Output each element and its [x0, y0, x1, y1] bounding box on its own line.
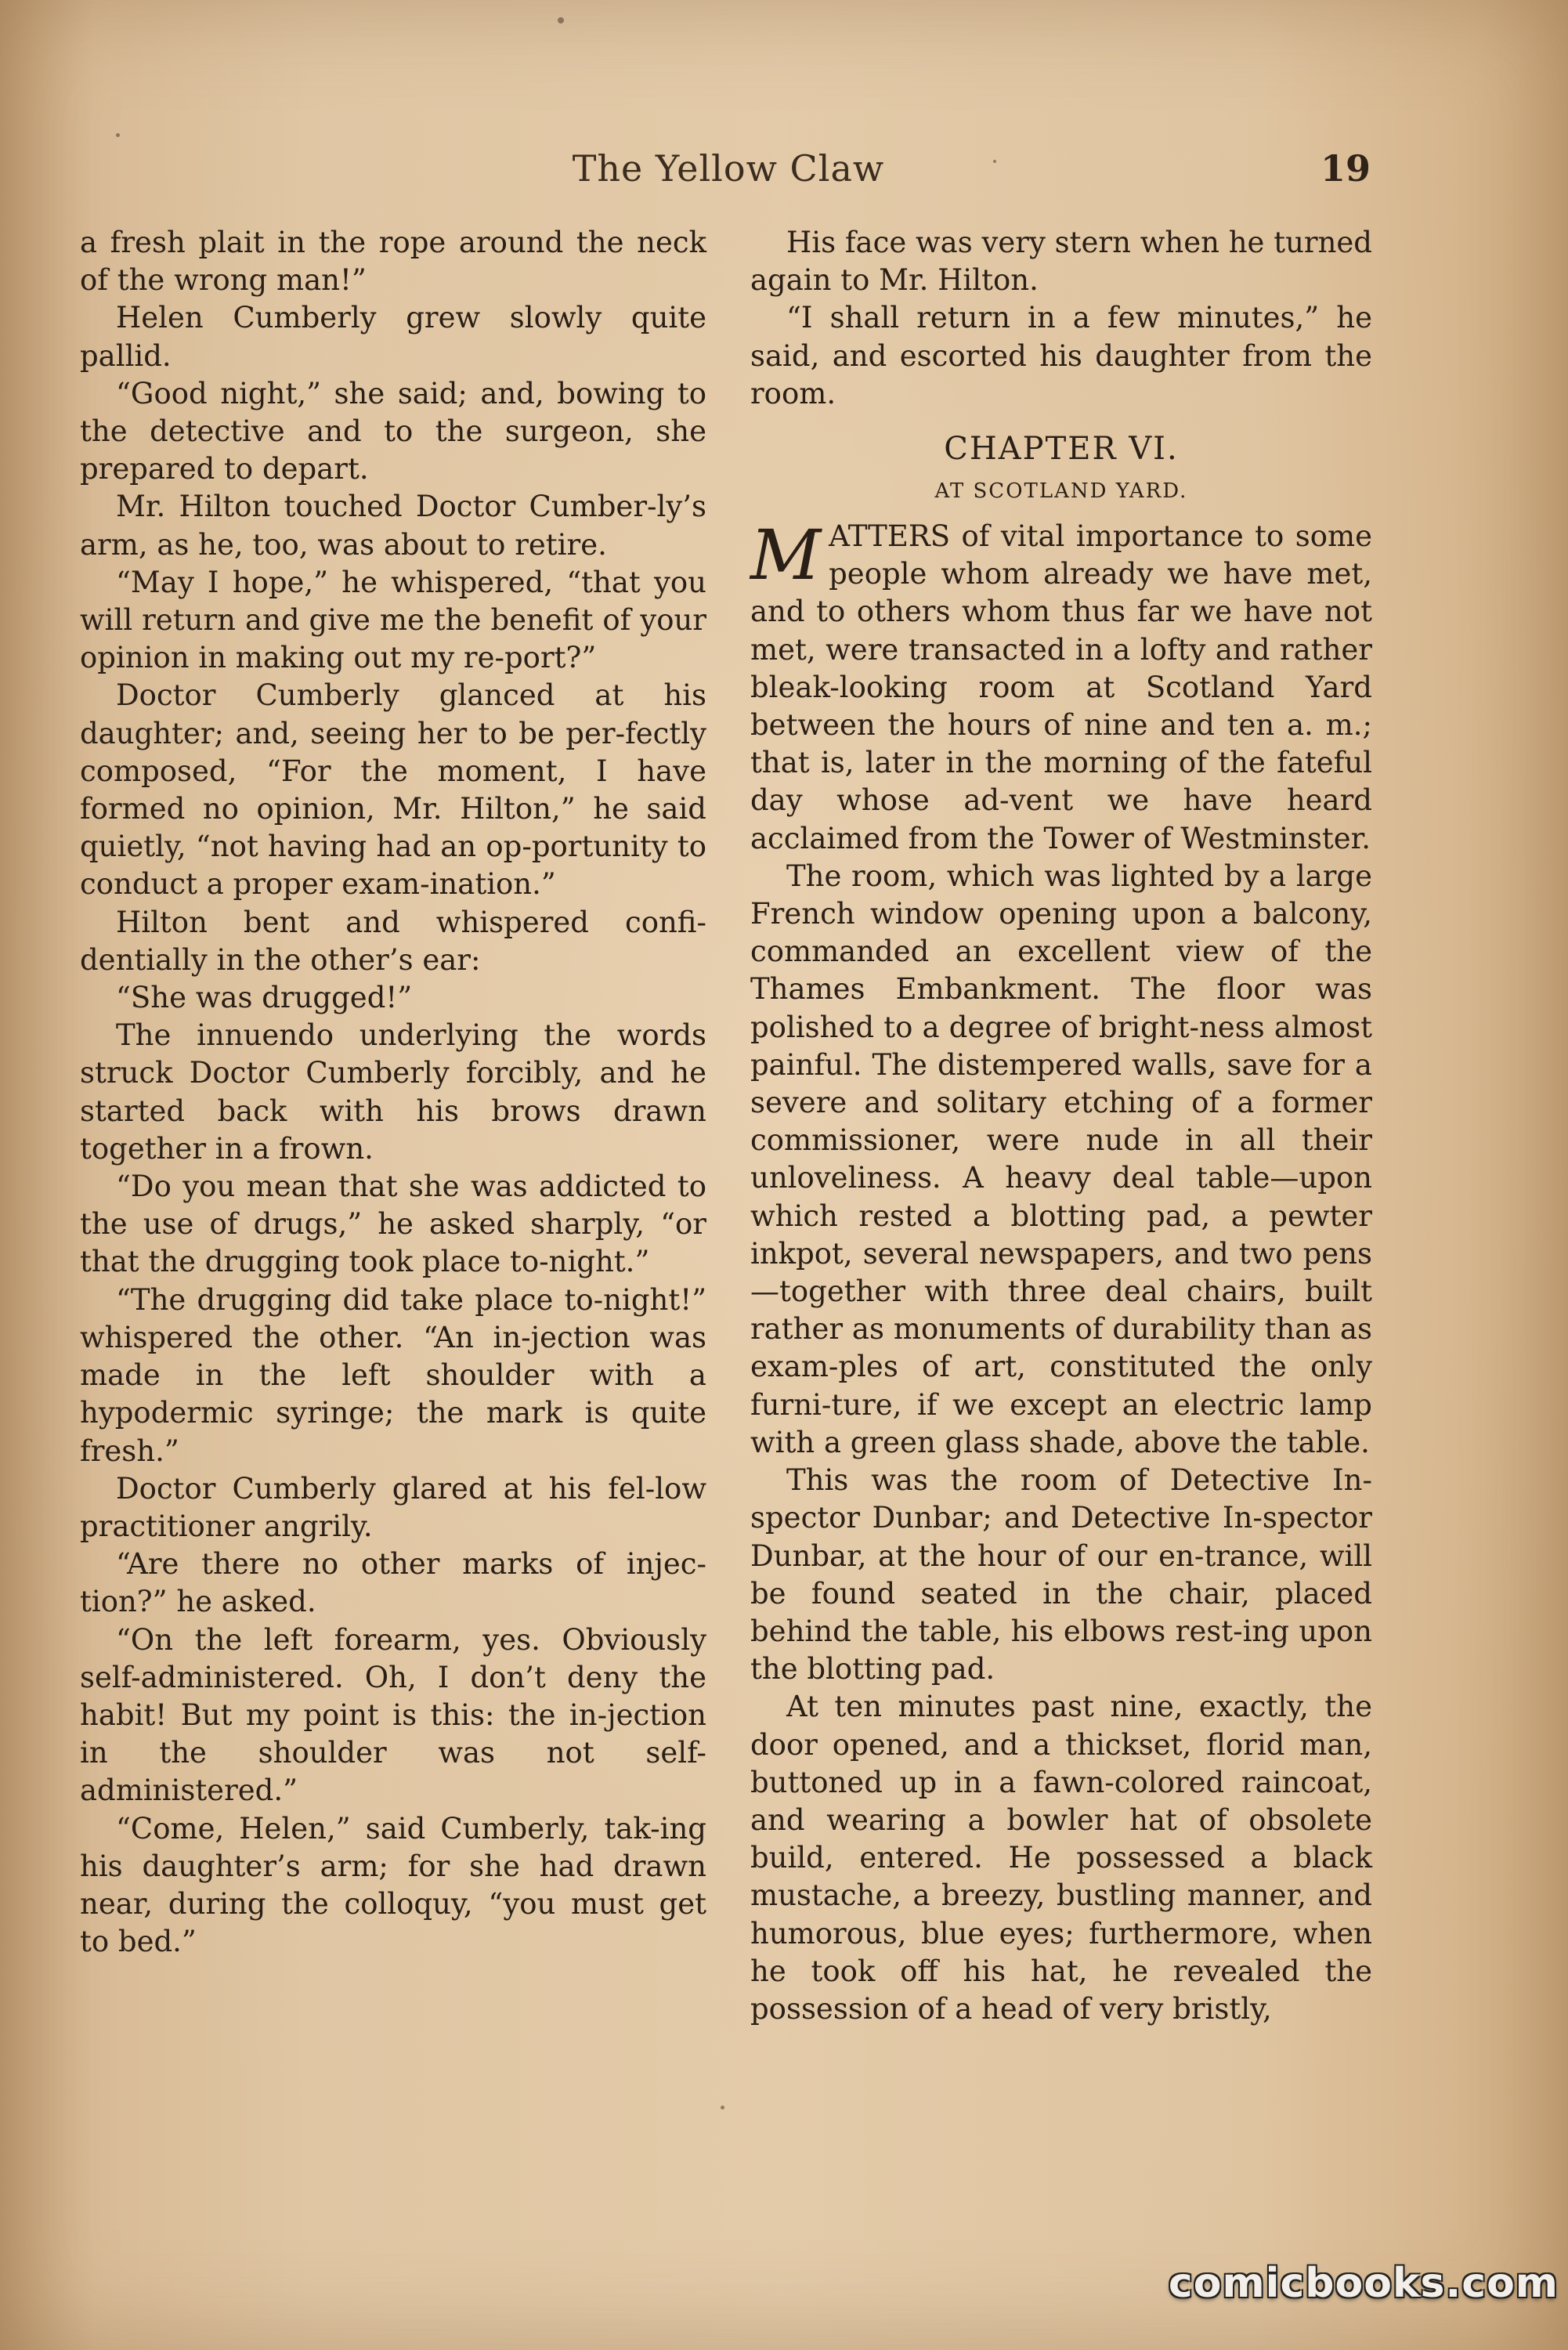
paragraph: Doctor Cumberly glared at his fel-low practitioner angrily.: [80, 1471, 706, 1543]
paragraph: Doctor Cumberly glanced at his daughter; and, seeing her to be per-fectly composed, “For the moment, I have formed no opinion, Mr. Hilton,” he said quietly, “not having had an op-portunity to conduct a proper exam-ination.”: [80, 678, 706, 902]
opening-text: ATTERS of vital importance to some people whom already we have met, and to others whom thus far we have not met, were transacted in a lofty and rather bleak-looking room at Scotland Yard between the hours of nine and ten a. m.; that is, later in the morning of the fateful day whose ad-vent we have heard acclaimed from the Tower of Westminster.: [750, 519, 1372, 855]
paper-speck: [116, 133, 120, 137]
paragraph: His face was very stern when he turned again to Mr. Hilton.: [750, 226, 1372, 298]
paragraph: “Good night,” she said; and, bowing to the detective and to the surgeon, she prepared to depart.: [80, 376, 706, 486]
paragraph: “On the left forearm, yes. Obviously self-administered. Oh, I don’t deny the habit! But my point is this: the in-jection in the shoulder was not self-administered.”: [80, 1622, 706, 1808]
chapter-heading: CHAPTER VI.: [944, 431, 1179, 468]
paragraph: At ten minutes past nine, exactly, the door opened, and a thickset, florid man, buttoned up in a fawn-colored raincoat, and wearing a bowler hat of obsolete build, entered. He possessed a black mustache, a breezy, bustling manner, and humorous, blue eyes; furthermore, when he took off his hat, he revealed the possession of a head of very bristly,: [750, 1690, 1372, 2026]
paragraph: This was the room of Detective In-spector Dunbar; and Detective In-spector Dunbar, at the hour of our en-trance, will be found seated in the chair, placed behind the table, his elbows rest-ing upon the blotting pad.: [750, 1463, 1372, 1687]
watermark-logo: comicbooks.com: [1168, 2260, 1559, 2307]
paragraph: Hilton bent and whispered confi-dentially in the other’s ear:: [80, 905, 706, 977]
running-title: The Yellow Claw: [572, 147, 885, 190]
paragraph: Mr. Hilton touched Doctor Cumber-ly’s arm, as he, too, was about to retire.: [80, 490, 706, 562]
paragraph: “I shall return in a few minutes,” he said, and escorted his daughter from the room.: [750, 301, 1372, 410]
paragraph: “She was drugged!”: [116, 981, 413, 1015]
paragraph: “Are there no other marks of injec-tion?” he asked.: [80, 1547, 706, 1619]
drop-cap: M: [750, 515, 822, 596]
chapter-subtitle: AT SCOTLAND YARD.: [934, 479, 1188, 504]
paragraph: Helen Cumberly grew slowly quite pallid.: [80, 301, 706, 373]
paragraph: “Do you mean that she was addicted to the use of drugs,” he asked sharply, “or that the drugging took place to-night.”: [80, 1170, 706, 1279]
left-column: [80, 224, 706, 1961]
paragraph: The innuendo underlying the words struck Doctor Cumberly forcibly, and he started back with his brows drawn together in a frown.: [80, 1018, 706, 1166]
running-head: [0, 147, 1568, 194]
paragraph: The room, which was lighted by a large French window opening upon a balcony, commanded an excellent view of the Thames Embankment. The floor was polished to a degree of bright-ness almost painful. The distempered walls, save for a severe and solitary etching of a former commissioner, were nude in all their unloveliness. A heavy deal table—upon which rested a blotting pad, a pewter inkpot, several newspapers, and two pens—together with three deal chairs, built rather as monuments of durability than as exam-ples of art, constituted the only furni-ture, if we except an electric lamp with a green glass shade, above the table.: [750, 859, 1372, 1459]
paragraph: “May I hope,” he whispered, “that you will return and give me the benefit of your opinion in making out my re-port?”: [80, 565, 706, 675]
paragraph: a fresh plait in the rope around the neck of the wrong man!”: [80, 226, 706, 298]
opening-paragraph: [750, 515, 1372, 858]
paragraph: “Come, Helen,” said Cumberly, tak-ing his daughter’s arm; for she had drawn near, during the colloquy, “you must get to bed.”: [80, 1811, 706, 1959]
paper-speck: [721, 2106, 724, 2110]
page-number: 19: [1320, 147, 1371, 190]
paper-speck: [558, 17, 564, 24]
right-column: [750, 224, 1372, 2028]
paragraph: “The drugging did take place to-night!” whispered the other. “An in-jection was made in the left shoulder with a hypodermic syringe; the mark is quite fresh.”: [80, 1282, 706, 1468]
